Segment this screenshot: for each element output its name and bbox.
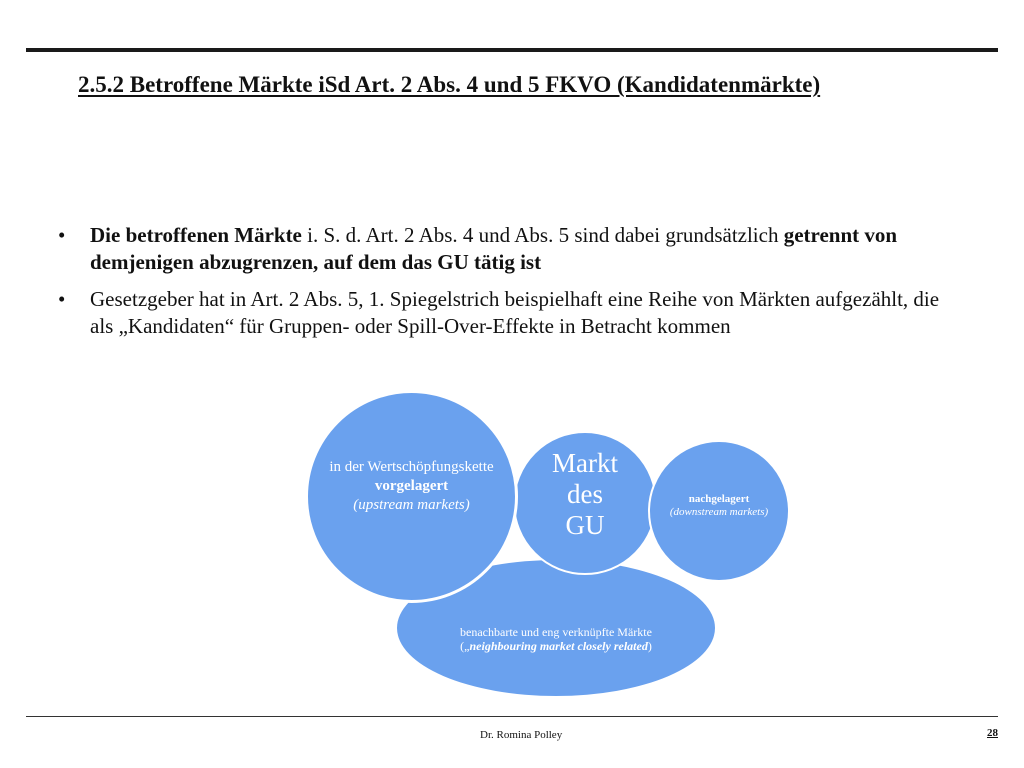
bullet-item-2 bbox=[58, 286, 958, 340]
neighbouring-close: ) bbox=[647, 639, 652, 653]
neighbouring-plain: benachbarte und eng verknüpfte Märkte („ bbox=[460, 625, 652, 653]
bullet-list bbox=[58, 222, 958, 350]
gu-line-3: GU bbox=[565, 509, 605, 540]
bullet-1-bold-lead: Die betroffenen Märkte bbox=[90, 223, 302, 247]
downstream-bold: nachgelagert bbox=[688, 493, 750, 505]
slide-title: 2.5.2 Betroffene Märkte iSd Art. 2 Abs. 4 und 5 FKVO (Kandidatenmärkte) bbox=[78, 72, 821, 97]
bullet-1-text: i. S. d. Art. 2 Abs. 4 und Abs. 5 sind dabei grundsätzlich bbox=[301, 223, 784, 247]
gu-market-circle bbox=[513, 431, 657, 575]
downstream-markets-label bbox=[656, 493, 782, 519]
footer-author: Dr. Romina Polley bbox=[480, 729, 563, 741]
page-number: 28 bbox=[987, 727, 998, 739]
bullet-marker: • bbox=[58, 287, 66, 311]
market-diagram bbox=[300, 390, 800, 710]
upstream-markets-label bbox=[308, 458, 515, 515]
bullet-1-bold-tail: getrennt von demjenigen abzugrenzen, auf dem das GU tätig ist bbox=[90, 223, 898, 274]
bullet-2-text: Gesetzgeber hat in Art. 2 Abs. 5, 1. Spiegelstrich beispielhaft eine Reihe von Märkten aufgezählt, die als „Kandidaten“ für Gruppen- oder Spill-Over-Effekte in Betracht kommen bbox=[90, 287, 940, 338]
downstream-markets-circle bbox=[648, 440, 790, 582]
upstream-italic: (upstream markets) bbox=[353, 497, 470, 513]
gu-line-2: des bbox=[566, 478, 603, 509]
bullet-marker: • bbox=[58, 223, 66, 247]
downstream-italic: (downstream markets) bbox=[669, 506, 769, 518]
upstream-bold: vorgelagert bbox=[374, 478, 449, 494]
top-rule bbox=[26, 48, 998, 52]
gu-market-label bbox=[552, 448, 618, 541]
upstream-markets-circle bbox=[305, 390, 518, 603]
gu-line-1: Markt bbox=[552, 447, 618, 478]
bullet-item-1 bbox=[58, 222, 958, 276]
upstream-plain: in der Wertschöpfungskette bbox=[329, 459, 494, 475]
neighbouring-bold-italic: neighbouring market closely related bbox=[469, 639, 648, 653]
bottom-rule bbox=[26, 716, 998, 717]
neighbouring-markets-label bbox=[397, 625, 715, 653]
